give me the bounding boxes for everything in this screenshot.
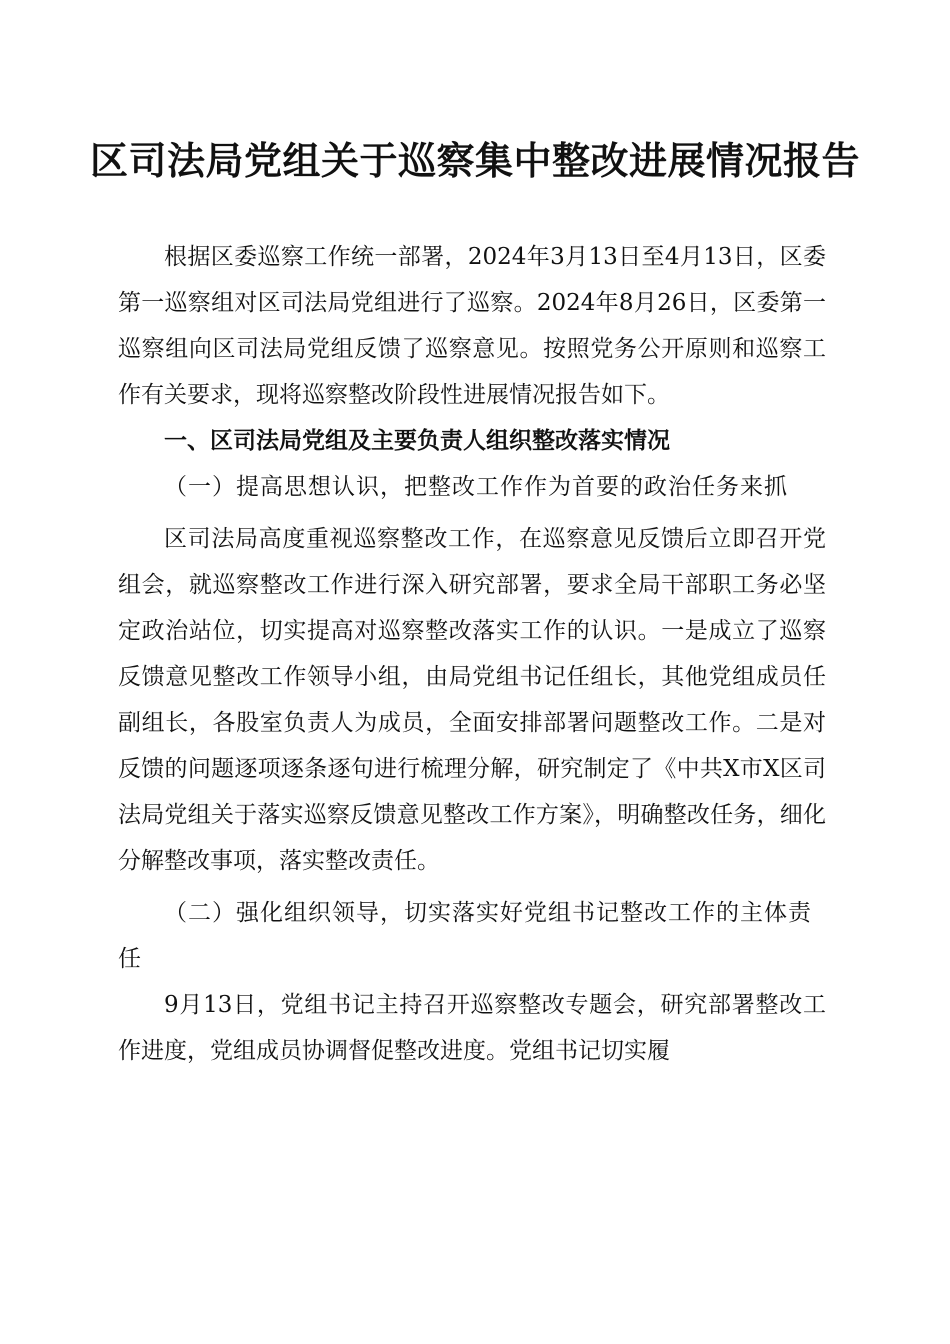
section-heading-1: 一、区司法局党组及主要负责人组织整改落实情况	[164, 428, 670, 454]
intro-paragraph: 根据区委巡察工作统一部署，2024年3月13日至4月13日，区委第一巡察组对区司法局党组进行了巡察。2024年8月26日，区委第一巡察组向区司法局党组反馈了巡察意见。按照党务公开原则和巡察工作有关要求，现将巡察整改阶段性进展情况报告如下。	[118, 244, 826, 408]
subsection-heading-2: （二）强化组织领导，切实落实好党组书记整改工作的主体责任	[118, 900, 812, 972]
document-title: 区司法局党组关于巡察集中整改进展情况报告	[89, 138, 860, 183]
subsection-2-paragraph: 9月13日，党组书记主持召开巡察整改专题会，研究部署整改工作进度，党组成员协调督促整改进度。党组书记切实履	[118, 992, 826, 1064]
subsection-heading-1: （一）提高思想认识，把整改工作作为首要的政治任务来抓	[164, 474, 788, 500]
document-body	[118, 234, 826, 1074]
subsection-1-paragraph: 区司法局高度重视巡察整改工作，在巡察意见反馈后立即召开党组会，就巡察整改工作进行深入研究部署，要求全局干部职工务必坚定政治站位，切实提高对巡察整改落实工作的认识。一是成立了巡察反馈意见整改工作领导小组，由局党组书记任组长，其他党组成员任副组长，各股室负责人为成员，全面安排部署问题整改工作。二是对反馈的问题逐项逐条逐句进行梳理分解，研究制定了《中共X市X区司法局党组关于落实巡察反馈意见整改工作方案》，明确整改任务，细化分解整改事项，落实整改责任。	[118, 526, 826, 874]
